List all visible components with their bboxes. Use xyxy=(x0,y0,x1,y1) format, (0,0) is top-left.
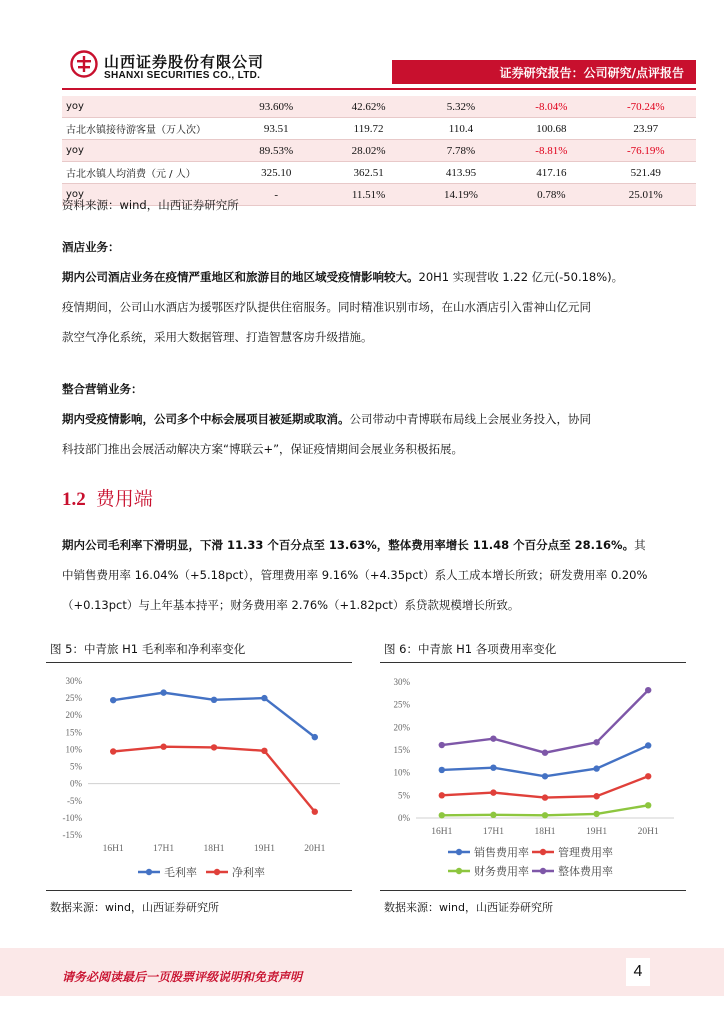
table-cell: 23.97 xyxy=(596,118,697,140)
legend-marker xyxy=(540,849,546,855)
table-cell: 362.51 xyxy=(322,162,414,184)
figure6-top-rule xyxy=(380,662,686,663)
table-cell: 413.95 xyxy=(415,162,507,184)
company-name-en: SHANXI SECURITIES CO., LTD. xyxy=(104,70,261,81)
x-tick-label: 20H1 xyxy=(304,844,326,854)
legend-marker xyxy=(456,849,462,855)
data-point xyxy=(312,809,318,815)
table-cell: -8.81% xyxy=(507,140,595,162)
table-cell: 417.16 xyxy=(507,162,595,184)
legend-label: 销售费用率 xyxy=(474,847,529,859)
table-source: 资料来源：wind，山西证券研究所 xyxy=(62,198,239,212)
y-tick-label: -5% xyxy=(67,795,82,806)
legend-marker xyxy=(146,869,152,875)
data-point xyxy=(261,695,267,701)
marketing-lead: 期内受疫情影响，公司多个中标会展项目被延期或取消。 xyxy=(62,412,350,426)
cost-paragraph xyxy=(62,530,698,620)
report-type-banner xyxy=(392,60,696,84)
figure5-title: 图 5：中青旅 H1 毛利率和净利率变化 xyxy=(50,642,246,656)
data-point xyxy=(439,812,445,818)
row-label: yoy xyxy=(62,96,230,118)
data-point xyxy=(645,687,651,693)
page-number: 4 xyxy=(626,958,650,986)
data-point xyxy=(110,748,116,754)
data-point xyxy=(542,812,548,818)
data-point xyxy=(490,735,496,741)
legend-label: 财务费用率 xyxy=(474,866,529,878)
y-tick-label: 20% xyxy=(65,710,82,721)
hotel-line2: 疫情期间，公司山水酒店为援鄂医疗队提供住宿服务。同时精准识别市场，在山水酒店引入雷神山亿元同 xyxy=(62,300,591,314)
y-tick-label: 5% xyxy=(70,761,82,772)
page-header xyxy=(0,0,724,96)
table-cell: 110.4 xyxy=(415,118,507,140)
table-cell: 93.60% xyxy=(230,96,322,118)
row-label: 古北水镇人均消费（元 / 人） xyxy=(62,162,230,184)
hotel-line1: 20H1 实现营收 1.22 亿元(-50.18%)。 xyxy=(418,270,624,284)
data-point xyxy=(593,793,599,799)
cost-line3: （+0.13pct）与上年基本持平；财务费用率 2.76%（+1.82pct）系贷款规模增长所致。 xyxy=(62,598,520,612)
section-title xyxy=(62,484,153,511)
marketing-heading: 整合营销业务： xyxy=(62,382,143,396)
x-tick-label: 18H1 xyxy=(534,827,556,837)
data-point xyxy=(211,697,217,703)
figure6-bottom-rule xyxy=(380,890,686,891)
cost-line1: 其 xyxy=(634,538,646,552)
cost-lead: 期内公司毛利率下滑明显，下滑 11.33 个百分点至 13.63%，整体费用率增长 11.48 个百分点至 28.16%。 xyxy=(62,538,635,552)
x-tick-label: 19H1 xyxy=(586,827,608,837)
data-point xyxy=(593,765,599,771)
table-cell: -76.19% xyxy=(596,140,697,162)
figure6-source: 数据来源：wind，山西证券研究所 xyxy=(384,901,554,914)
legend-marker xyxy=(456,868,462,874)
table-cell: 5.32% xyxy=(415,96,507,118)
series-line-1 xyxy=(113,747,315,812)
data-point xyxy=(110,697,116,703)
table-cell: 0.78% xyxy=(507,184,595,206)
data-point xyxy=(490,789,496,795)
data-point xyxy=(645,773,651,779)
y-tick-label: 0% xyxy=(70,778,82,789)
y-tick-label: 15% xyxy=(65,727,82,738)
table-cell: 7.78% xyxy=(415,140,507,162)
y-tick-label: 25% xyxy=(393,699,410,710)
marketing-line1: 公司带动中青博联布局线上会展业务投入，协同 xyxy=(349,412,591,426)
table-cell: 100.68 xyxy=(507,118,595,140)
report-type: 证券研究报告：公司研究/点评报告 xyxy=(499,66,684,80)
data-point xyxy=(490,764,496,770)
x-tick-label: 19H1 xyxy=(253,844,275,854)
hotel-lead: 期内公司酒店业务在疫情严重地区和旅游目的地区域受疫情影响较大。 xyxy=(62,270,419,284)
table-cell: -70.24% xyxy=(596,96,697,118)
legend-label: 整体费用率 xyxy=(558,866,613,878)
hotel-heading: 酒店业务： xyxy=(62,240,120,254)
table-cell: 325.10 xyxy=(230,162,322,184)
data-point xyxy=(645,802,651,808)
data-point xyxy=(439,767,445,773)
y-tick-label: 20% xyxy=(393,722,410,733)
row-label: 古北水镇接待游客量（万人次） xyxy=(62,118,230,140)
y-tick-label: 15% xyxy=(393,745,410,755)
data-point xyxy=(439,742,445,748)
legend-marker xyxy=(214,869,220,875)
data-point xyxy=(160,744,166,750)
table-cell: 25.01% xyxy=(596,184,697,206)
y-tick-label: 5% xyxy=(398,790,410,801)
company-logo-icon xyxy=(70,50,98,78)
data-point xyxy=(261,748,267,754)
legend-label: 毛利率 xyxy=(164,867,197,879)
marketing-line2: 科技部门推出会展活动解决方案“博联云+”，保证疫情期间会展业务积极拓展。 xyxy=(62,442,464,456)
data-point xyxy=(312,734,318,740)
x-tick-label: 18H1 xyxy=(203,844,225,854)
figure6-title: 图 6：中青旅 H1 各项费用率变化 xyxy=(384,642,557,656)
y-tick-label: 10% xyxy=(65,744,82,755)
table-row xyxy=(62,140,696,162)
x-tick-label: 17H1 xyxy=(153,844,175,854)
table-row xyxy=(62,118,696,140)
legend-marker xyxy=(540,868,546,874)
y-tick-label: 25% xyxy=(65,693,82,704)
figure5-bottom-rule xyxy=(46,890,352,891)
y-tick-label: -10% xyxy=(62,812,82,823)
data-point xyxy=(542,773,548,779)
x-tick-label: 16H1 xyxy=(102,844,124,854)
row-label: yoy xyxy=(62,140,230,162)
header-divider xyxy=(62,88,696,90)
table-cell: - xyxy=(230,184,322,206)
marketing-paragraph xyxy=(62,404,698,464)
legend-label: 净利率 xyxy=(232,867,265,879)
data-point xyxy=(160,689,166,695)
cost-line2: 中销售费用率 16.04%（+5.18pct），管理费用率 9.16%（+4.35pct）系人工成本增长所致；研发费用率 0.20% xyxy=(62,568,648,582)
data-point xyxy=(542,750,548,756)
data-point xyxy=(645,742,651,748)
data-point xyxy=(593,811,599,817)
section-number: 1.2 xyxy=(62,489,86,510)
table-cell: -8.04% xyxy=(507,96,595,118)
table-cell: 119.72 xyxy=(322,118,414,140)
table-cell: 28.02% xyxy=(322,140,414,162)
y-tick-label: 30% xyxy=(65,676,82,686)
figure5-source: 数据来源：wind，山西证券研究所 xyxy=(50,901,220,914)
table-cell: 14.19% xyxy=(415,184,507,206)
figure5-top-rule xyxy=(46,662,352,663)
company-name-cn: 山西证券股份有限公司 xyxy=(104,53,265,71)
y-tick-label: 10% xyxy=(393,767,410,778)
x-tick-label: 16H1 xyxy=(431,827,453,837)
y-tick-label: 30% xyxy=(393,677,410,687)
series-line-3 xyxy=(442,690,648,753)
x-tick-label: 17H1 xyxy=(482,827,504,837)
data-point xyxy=(439,792,445,798)
tourism-data-table xyxy=(62,96,696,206)
legend-label: 管理费用率 xyxy=(558,847,613,859)
hotel-line3: 款空气净化系统，采用大数据管理、打造智慧客房升级措施。 xyxy=(62,330,373,344)
table-cell: 11.51% xyxy=(322,184,414,206)
table-cell: 521.49 xyxy=(596,162,697,184)
table-cell: 89.53% xyxy=(230,140,322,162)
y-tick-label: -15% xyxy=(62,830,82,840)
section-name: 费用端 xyxy=(95,488,153,510)
x-tick-label: 20H1 xyxy=(637,827,659,837)
row-label: yoy xyxy=(62,184,230,206)
table-row xyxy=(62,96,696,118)
data-point xyxy=(542,794,548,800)
data-point xyxy=(211,744,217,750)
data-point xyxy=(490,812,496,818)
gross-net-margin-chart xyxy=(46,668,352,890)
table-cell: 93.51 xyxy=(230,118,322,140)
data-point xyxy=(593,739,599,745)
table-cell: 42.62% xyxy=(322,96,414,118)
hotel-paragraph xyxy=(62,262,698,352)
expense-ratio-chart xyxy=(380,668,686,890)
table-row xyxy=(62,162,696,184)
y-tick-label: 0% xyxy=(398,813,410,823)
disclaimer-note: 请务必阅读最后一页股票评级说明和免责声明 xyxy=(62,970,303,984)
